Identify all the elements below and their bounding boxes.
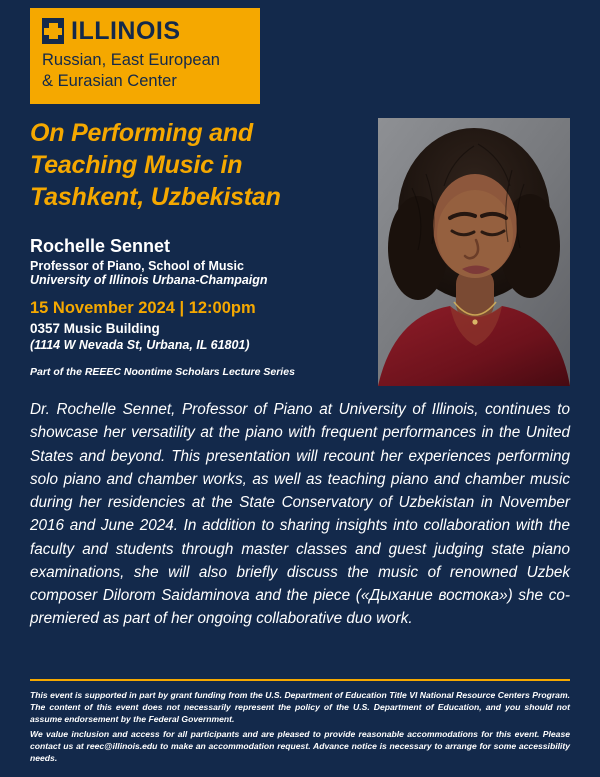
page-title: On Performing and Teaching Music in Tashkent, Uzbekistan	[30, 119, 281, 211]
funding-statement: This event is supported in part by grant funding from the U.S. Department of Education Title VI National Resource Centers Program. The content of this event does not necessarily represent the policy of the U.S. Department of Education, and you should not assume endorsement by the Federal Government.	[30, 690, 570, 725]
speaker-role: Professor of Piano, School of Music	[30, 259, 244, 273]
accessibility-statement: We value inclusion and access for all participants and are pleased to provide reasonable accommodations for this event. Please contact us at reec@illinois.edu to make an accommodation request. Advance notice is necessary to arrange for some accessibility needs.	[30, 729, 570, 764]
speaker-name: Rochelle Sennet	[30, 236, 171, 256]
portrait-image	[378, 118, 570, 386]
footer-divider	[30, 679, 570, 681]
event-series-note: Part of the REEEC Noontime Scholars Lecture Series	[30, 366, 295, 378]
speaker-portrait	[378, 118, 570, 386]
event-date-time: 15 November 2024 | 12:00pm	[30, 299, 256, 317]
event-address: (1114 W Nevada St, Urbana, IL 61801)	[30, 338, 250, 352]
brand-row	[42, 18, 250, 44]
event-venue: 0357 Music Building	[30, 321, 160, 336]
illinois-block-i-icon	[42, 18, 64, 44]
unit-name-line-1: Russian, East European	[42, 51, 220, 69]
unit-name-line-2: & Eurasian Center	[42, 71, 177, 90]
unit-name	[42, 50, 250, 92]
brand-wordmark: ILLINOIS	[71, 16, 181, 45]
institution-header-badge	[30, 8, 260, 104]
event-abstract: Dr. Rochelle Sennet, Professor of Piano at University of Illinois, continues to showcase her versatility at the piano with frequent performances in the United States and beyond. This presentation will recount her experiences performing solo piano and chamber works, as well as teaching piano and chamber music during her residencies at the State Conservatory of Uzbekistan in November 2016 and June 2024. In addition to sharing insights into collaboration with the faculty and students through master classes and guest judging state piano examinations, she will also briefly discuss the music of renowned Uzbek composer Dilorom Saidaminova and the piece («Дыхание востока») she co-premiered as part of her ongoing collaborative duo work.	[30, 401, 570, 628]
speaker-affiliation: University of Illinois Urbana-Champaign	[30, 273, 268, 287]
